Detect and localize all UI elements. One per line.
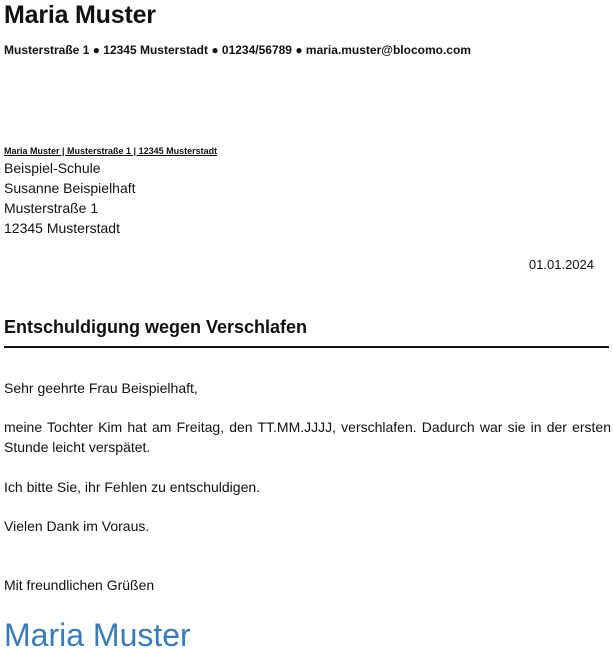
body-paragraph-1: meine Tochter Kim hat am Freitag, den TT.MM.JJJJ, verschlafen. Dadurch war sie in der ersten Stunde leicht verspätet. — [4, 419, 611, 455]
recipient-line-4: 12345 Musterstadt — [4, 220, 120, 236]
sender-contact-line: Musterstraße 1 ● 12345 Musterstadt ● 01234/56789 ● maria.muster@blocomo.com — [4, 43, 471, 57]
signature: Maria Muster — [4, 617, 191, 653]
body-paragraph-3: Vielen Dank im Voraus. — [4, 518, 150, 534]
recipient-line-3: Musterstraße 1 — [4, 200, 99, 216]
closing-phrase: Mit freundlichen Grüßen — [4, 577, 155, 593]
recipient-line-1: Beispiel-Schule — [4, 160, 101, 176]
subject-divider — [4, 346, 609, 348]
recipient-address — [4, 158, 136, 238]
subject-line: Entschuldigung wegen Verschlafen — [4, 317, 308, 337]
recipient-line-2: Susanne Beispielhaft — [4, 180, 136, 196]
body-paragraph-2: Ich bitte Sie, ihr Fehlen zu entschuldigen. — [4, 479, 261, 495]
sender-name: Maria Muster — [4, 1, 156, 29]
salutation: Sehr geehrte Frau Beispielhaft, — [4, 380, 198, 396]
letter-date: 01.01.2024 — [528, 257, 594, 272]
return-address-line: Maria Muster | Musterstraße 1 | 12345 Musterstadt — [4, 146, 218, 156]
